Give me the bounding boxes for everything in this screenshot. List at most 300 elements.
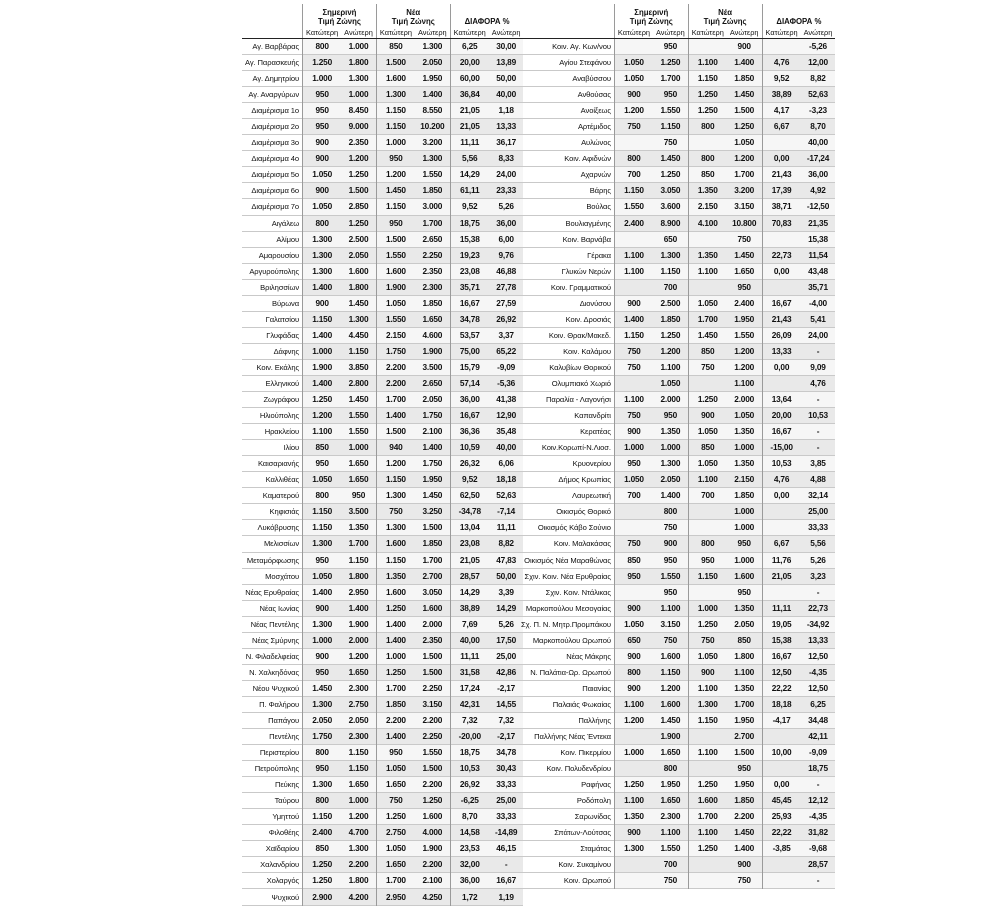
current-upper-cell: 950: [653, 39, 688, 55]
area-name-cell: Σχιν. Κοιν. Ντάλικας: [545, 587, 611, 597]
new-lower-cell: 1.200: [376, 167, 415, 183]
current-upper-cell: 1.100: [653, 600, 688, 616]
new-lower-cell: 950: [376, 745, 415, 761]
area-name-cell: Ελληνικού: [265, 379, 300, 388]
new-lower-cell: 1.250: [688, 392, 727, 408]
diff-lower-cell: 42,31: [450, 696, 489, 712]
current-upper-cell: 1.650: [653, 793, 688, 809]
diff-lower-cell: 14,29: [450, 167, 489, 183]
diff-upper-cell: 18,75: [801, 761, 836, 777]
subheader-upper: Ανώτερη: [415, 27, 450, 39]
diff-lower-cell: 31,58: [450, 664, 489, 680]
area-name-cell: Κοιν. Αφιδνών: [564, 154, 611, 164]
diff-lower-cell: 5,56: [450, 151, 489, 167]
diff-upper-cell: -7,14: [489, 504, 524, 520]
diff-upper-cell: 18,18: [489, 472, 524, 488]
table-row: [242, 375, 523, 391]
current-upper-cell: 2.200: [341, 857, 376, 873]
price-table-right: [518, 4, 835, 889]
diff-upper-cell: 35,71: [801, 279, 836, 295]
new-upper-cell: 1.650: [727, 263, 762, 279]
current-lower-cell: [614, 873, 653, 889]
new-upper-cell: 1.850: [415, 295, 450, 311]
diff-upper-cell: 11,54: [801, 247, 836, 263]
new-upper-cell: 1.000: [727, 520, 762, 536]
diff-upper-cell: 31,82: [801, 825, 836, 841]
current-lower-cell: 1.100: [614, 696, 653, 712]
new-upper-cell: 1.200: [727, 343, 762, 359]
current-upper-cell: 1.250: [653, 167, 688, 183]
new-lower-cell: 1.150: [376, 552, 415, 568]
new-upper-cell: 1.050: [727, 135, 762, 151]
table-row: [518, 696, 835, 712]
new-lower-cell: 850: [376, 39, 415, 55]
current-upper-cell: 1.550: [653, 568, 688, 584]
new-upper-cell: 1.850: [727, 71, 762, 87]
new-lower-cell: 1.100: [688, 680, 727, 696]
current-upper-cell: 1.650: [341, 777, 376, 793]
current-upper-cell: 1.200: [341, 648, 376, 664]
new-upper-cell: 4.000: [415, 825, 450, 841]
current-upper-cell: 1.400: [653, 488, 688, 504]
table-row: [518, 103, 835, 119]
diff-upper-cell: 8,70: [801, 119, 836, 135]
diff-lower-cell: 11,11: [762, 600, 801, 616]
table-row: [242, 408, 523, 424]
diff-lower-cell: 35,71: [450, 279, 489, 295]
current-upper-cell: 1.300: [653, 456, 688, 472]
table-body-left: [242, 39, 523, 906]
current-lower-cell: 1.050: [303, 472, 342, 488]
new-upper-cell: 1.700: [415, 552, 450, 568]
diff-upper-cell: -: [801, 392, 836, 408]
area-name-cell: Ιλίου: [283, 443, 300, 453]
new-lower-cell: 1.050: [688, 295, 727, 311]
area-name-cell: Αγ. Δημητρίου: [252, 74, 300, 84]
current-upper-cell: 1.000: [341, 87, 376, 103]
new-lower-cell: 2.200: [376, 712, 415, 728]
diff-lower-cell: 12,50: [762, 664, 801, 680]
table-row: [518, 359, 835, 375]
new-lower-cell: 1.250: [376, 664, 415, 680]
current-upper-cell: 1.900: [341, 616, 376, 632]
table-row: [518, 279, 835, 295]
diff-upper-cell: 4,92: [801, 183, 836, 199]
diff-upper-cell: 3,37: [489, 327, 524, 343]
table-row: [242, 231, 523, 247]
current-lower-cell: 1.050: [303, 199, 342, 215]
current-upper-cell: 950: [653, 552, 688, 568]
area-name-cell: Χαϊδαρίου: [265, 844, 300, 854]
subheader-upper: Ανώτερη: [653, 27, 688, 39]
new-lower-cell: 1.200: [376, 456, 415, 472]
diff-upper-cell: 1,18: [489, 103, 524, 119]
new-lower-cell: 1.150: [688, 71, 727, 87]
current-upper-cell: 1.700: [341, 536, 376, 552]
new-upper-cell: 2.200: [415, 777, 450, 793]
diff-lower-cell: 6,67: [762, 536, 801, 552]
diff-upper-cell: 8,82: [801, 71, 836, 87]
new-upper-cell: 3.050: [415, 584, 450, 600]
new-lower-cell: 800: [688, 119, 727, 135]
new-lower-cell: 1.150: [376, 199, 415, 215]
subheader-upper: Ανώτερη: [489, 27, 524, 39]
diff-lower-cell: 19,05: [762, 616, 801, 632]
area-name-cell: Μοσχάτου: [265, 571, 300, 581]
new-lower-cell: [688, 39, 727, 55]
diff-lower-cell: [762, 231, 801, 247]
current-lower-cell: 950: [614, 456, 653, 472]
diff-lower-cell: 4,17: [762, 103, 801, 119]
diff-lower-cell: 13,33: [762, 343, 801, 359]
diff-upper-cell: 50,00: [489, 71, 524, 87]
area-name-cell: Κηφισιάς: [269, 507, 300, 517]
area-name-cell: Ν. Παλάτια-Ωρ. Ωρωπού: [530, 667, 611, 677]
new-upper-cell: 1.650: [415, 311, 450, 327]
area-name-cell: Πετρούπολης: [254, 764, 300, 774]
area-name-cell: Νέου Ψυχικού: [252, 683, 300, 693]
area-name-cell: Γαλατσίου: [265, 314, 300, 324]
new-lower-cell: 1.250: [688, 777, 727, 793]
new-upper-cell: 1.450: [727, 247, 762, 263]
area-name-cell: Νέας Σμύρνης: [251, 635, 300, 645]
current-lower-cell: [614, 39, 653, 55]
diff-upper-cell: -: [801, 440, 836, 456]
table-row: [518, 183, 835, 199]
new-lower-cell: 2.750: [376, 825, 415, 841]
table-row: [242, 664, 523, 680]
diff-upper-cell: -9,68: [801, 841, 836, 857]
area-name-cell: Κοιν. Ωρωπού: [563, 876, 611, 886]
new-upper-cell: 3.200: [727, 183, 762, 199]
table-row: [518, 729, 835, 745]
new-lower-cell: 1.600: [376, 536, 415, 552]
table-row: [518, 440, 835, 456]
new-lower-cell: 1.700: [376, 680, 415, 696]
area-name-cell: Βάρης: [589, 186, 611, 196]
diff-lower-cell: 9,52: [450, 472, 489, 488]
new-upper-cell: 2.100: [415, 424, 450, 440]
new-upper-cell: 3.500: [415, 359, 450, 375]
area-name-cell: Μαρκοπούλου Ωρωπού: [532, 635, 611, 645]
diff-lower-cell: 15,38: [762, 632, 801, 648]
new-upper-cell: 1.350: [727, 424, 762, 440]
new-lower-cell: 700: [688, 488, 727, 504]
current-lower-cell: [614, 857, 653, 873]
area-name-cell: Κοιν. Συκαμίνου: [558, 860, 611, 870]
new-lower-cell: 1.350: [376, 568, 415, 584]
diff-upper-cell: 40,00: [489, 87, 524, 103]
diff-lower-cell: 4,76: [762, 472, 801, 488]
new-lower-cell: 1.100: [688, 825, 727, 841]
new-lower-cell: 2.200: [376, 359, 415, 375]
subheader-lower: Κατώτερη: [614, 27, 653, 39]
diff-upper-cell: 36,00: [801, 167, 836, 183]
table-row: [518, 793, 835, 809]
current-upper-cell: 1.000: [341, 39, 376, 55]
current-lower-cell: 800: [303, 745, 342, 761]
new-upper-cell: 3.250: [415, 504, 450, 520]
current-upper-cell: 1.600: [341, 263, 376, 279]
diff-upper-cell: 10,53: [801, 408, 836, 424]
diff-lower-cell: 21,05: [450, 552, 489, 568]
new-lower-cell: 850: [688, 167, 727, 183]
area-name-cell: Σχιν. Κοιν. Νέα Ερυθραίας: [524, 571, 611, 581]
subheader-upper: Ανώτερη: [801, 27, 836, 39]
new-upper-cell: 1.050: [727, 408, 762, 424]
current-lower-cell: 1.050: [303, 167, 342, 183]
new-lower-cell: [688, 873, 727, 889]
diff-lower-cell: 23,53: [450, 841, 489, 857]
new-upper-cell: 1.200: [727, 359, 762, 375]
diff-upper-cell: -2,17: [489, 729, 524, 745]
new-lower-cell: 1.350: [688, 247, 727, 263]
current-upper-cell: 1.700: [653, 71, 688, 87]
table-row: [242, 680, 523, 696]
new-lower-cell: [688, 135, 727, 151]
area-name-cell: Αλίμου: [276, 234, 300, 244]
diff-lower-cell: 70,83: [762, 215, 801, 231]
new-lower-cell: 1.400: [376, 408, 415, 424]
current-upper-cell: 1.500: [341, 183, 376, 199]
new-upper-cell: 1.400: [415, 440, 450, 456]
diff-upper-cell: 17,50: [489, 632, 524, 648]
new-upper-cell: 3.150: [727, 199, 762, 215]
diff-lower-cell: 15,79: [450, 359, 489, 375]
table-row: [242, 809, 523, 825]
new-upper-cell: 1.600: [415, 600, 450, 616]
table-row: [242, 263, 523, 279]
new-lower-cell: [688, 761, 727, 777]
current-upper-cell: 1.550: [653, 103, 688, 119]
current-upper-cell: 700: [653, 279, 688, 295]
diff-upper-cell: 42,11: [801, 729, 836, 745]
table-row: [518, 392, 835, 408]
new-upper-cell: 3.150: [415, 696, 450, 712]
diff-upper-cell: 26,92: [489, 311, 524, 327]
diff-lower-cell: 28,57: [450, 568, 489, 584]
area-name-cell: Διαμέρισμα 4ο: [251, 154, 300, 164]
new-lower-cell: [688, 279, 727, 295]
diff-lower-cell: 16,67: [762, 424, 801, 440]
new-upper-cell: 2.400: [727, 295, 762, 311]
table-row: [242, 552, 523, 568]
diff-upper-cell: 11,11: [489, 520, 524, 536]
current-upper-cell: 1.650: [653, 745, 688, 761]
area-name-cell: Ηλιούπολης: [259, 411, 300, 421]
table-row: [518, 488, 835, 504]
diff-upper-cell: 16,67: [489, 873, 524, 889]
diff-lower-cell: 0,00: [762, 263, 801, 279]
area-name-cell: Βούλας: [586, 202, 611, 212]
diff-upper-cell: 36,17: [489, 135, 524, 151]
diff-upper-cell: -4,00: [801, 295, 836, 311]
diff-upper-cell: 43,48: [801, 263, 836, 279]
table-row: [242, 873, 523, 889]
current-lower-cell: [614, 279, 653, 295]
table-row: [518, 825, 835, 841]
new-lower-cell: 1.100: [688, 263, 727, 279]
area-name-cell: Ηρακλείου: [264, 427, 300, 437]
header-difference-pct: ΔΙΑΦΟΡΑ %: [762, 4, 835, 27]
diff-upper-cell: -2,17: [489, 680, 524, 696]
new-upper-cell: 2.700: [415, 568, 450, 584]
current-lower-cell: 800: [303, 215, 342, 231]
diff-lower-cell: 26,32: [450, 456, 489, 472]
diff-lower-cell: 21,05: [450, 119, 489, 135]
new-upper-cell: 1.550: [415, 745, 450, 761]
current-lower-cell: 1.200: [614, 712, 653, 728]
diff-lower-cell: 1,72: [450, 889, 489, 905]
new-upper-cell: 1.950: [415, 472, 450, 488]
current-lower-cell: 950: [303, 664, 342, 680]
new-lower-cell: 1.450: [688, 327, 727, 343]
diff-lower-cell: 21,43: [762, 167, 801, 183]
table-row: [242, 183, 523, 199]
area-name-cell: Μεταμόρφωσης: [246, 555, 300, 565]
diff-upper-cell: 27,78: [489, 279, 524, 295]
table-row: [518, 231, 835, 247]
diff-lower-cell: 0,00: [762, 359, 801, 375]
new-lower-cell: 1.700: [688, 809, 727, 825]
new-lower-cell: 1.000: [376, 648, 415, 664]
table-row: [518, 536, 835, 552]
table-row: [518, 263, 835, 279]
diff-lower-cell: 16,67: [450, 408, 489, 424]
subheader-lower: Κατώτερη: [303, 27, 342, 39]
current-upper-cell: 750: [653, 632, 688, 648]
diff-upper-cell: 34,48: [801, 712, 836, 728]
diff-lower-cell: 14,29: [450, 584, 489, 600]
area-name-cell: Αγίου Στεφάνου: [559, 58, 611, 68]
diff-upper-cell: 47,83: [489, 552, 524, 568]
new-lower-cell: 950: [376, 151, 415, 167]
area-name-cell: Αυλώνος: [581, 138, 611, 148]
new-upper-cell: 850: [727, 632, 762, 648]
table-row: [518, 247, 835, 263]
diff-upper-cell: 30,43: [489, 761, 524, 777]
current-upper-cell: 1.150: [341, 343, 376, 359]
current-upper-cell: 1.150: [653, 119, 688, 135]
diff-upper-cell: 14,55: [489, 696, 524, 712]
new-lower-cell: 900: [688, 408, 727, 424]
diff-upper-cell: 34,78: [489, 745, 524, 761]
diff-upper-cell: 41,38: [489, 392, 524, 408]
current-upper-cell: 2.950: [341, 584, 376, 600]
table-row: [518, 71, 835, 87]
current-lower-cell: 1.150: [614, 183, 653, 199]
current-lower-cell: 1.050: [303, 568, 342, 584]
table-row: [242, 568, 523, 584]
area-name-cell: Κοιν. Καλάμου: [563, 346, 611, 356]
table-row: [242, 167, 523, 183]
table-row: [242, 327, 523, 343]
current-lower-cell: 900: [303, 295, 342, 311]
diff-upper-cell: 1,19: [489, 889, 524, 905]
area-name-cell: Παραλία - Λαγονήσι: [546, 395, 611, 405]
current-upper-cell: 2.800: [341, 375, 376, 391]
new-lower-cell: [688, 729, 727, 745]
table-row: [242, 584, 523, 600]
current-upper-cell: 1.800: [341, 568, 376, 584]
current-lower-cell: [614, 135, 653, 151]
current-upper-cell: 1.600: [653, 648, 688, 664]
current-lower-cell: 1.000: [614, 745, 653, 761]
diff-upper-cell: 5,26: [801, 552, 836, 568]
new-upper-cell: 750: [727, 873, 762, 889]
new-lower-cell: 2.150: [376, 327, 415, 343]
new-upper-cell: 1.600: [727, 568, 762, 584]
current-lower-cell: 1.000: [303, 343, 342, 359]
new-upper-cell: 1.750: [415, 456, 450, 472]
area-name-cell: Κοιν. Εκάλης: [256, 362, 300, 372]
new-upper-cell: 1.350: [727, 680, 762, 696]
diff-upper-cell: 35,48: [489, 424, 524, 440]
diff-upper-cell: 46,15: [489, 841, 524, 857]
diff-upper-cell: -3,23: [801, 103, 836, 119]
new-upper-cell: 900: [727, 39, 762, 55]
diff-upper-cell: 25,00: [801, 504, 836, 520]
new-upper-cell: 1.500: [415, 520, 450, 536]
current-upper-cell: 650: [653, 231, 688, 247]
area-name-cell: Διονύσου: [579, 298, 611, 308]
diff-lower-cell: 45,45: [762, 793, 801, 809]
new-upper-cell: 1.500: [415, 761, 450, 777]
new-upper-cell: 1.850: [727, 488, 762, 504]
area-name-cell: Καισαριανής: [257, 459, 300, 469]
current-upper-cell: 1.100: [653, 825, 688, 841]
diff-lower-cell: 23,08: [450, 263, 489, 279]
diff-lower-cell: -6,25: [450, 793, 489, 809]
diff-lower-cell: 38,89: [762, 87, 801, 103]
diff-lower-cell: 36,36: [450, 424, 489, 440]
new-lower-cell: 1.150: [376, 119, 415, 135]
current-lower-cell: 800: [303, 39, 342, 55]
header-current-zone-price: Σημερινή Τιμή Ζώνης: [303, 4, 377, 27]
current-upper-cell: 900: [653, 536, 688, 552]
current-lower-cell: 2.050: [303, 712, 342, 728]
current-upper-cell: 1.150: [653, 664, 688, 680]
table-row: [242, 392, 523, 408]
current-lower-cell: 1.300: [303, 263, 342, 279]
current-lower-cell: 950: [303, 119, 342, 135]
current-upper-cell: 3.150: [653, 616, 688, 632]
area-name-cell: Διαμέρισμα 2ο: [251, 122, 300, 132]
diff-upper-cell: 4,76: [801, 375, 836, 391]
current-upper-cell: 950: [653, 87, 688, 103]
diff-upper-cell: 8,82: [489, 536, 524, 552]
diff-upper-cell: 36,00: [489, 215, 524, 231]
diff-upper-cell: 50,00: [489, 568, 524, 584]
new-upper-cell: 2.050: [415, 55, 450, 71]
new-upper-cell: 2.250: [415, 680, 450, 696]
new-lower-cell: 1.150: [376, 103, 415, 119]
new-upper-cell: 1.450: [415, 488, 450, 504]
table-row: [518, 295, 835, 311]
new-upper-cell: 2.200: [415, 712, 450, 728]
current-upper-cell: 800: [653, 504, 688, 520]
subheader-lower: Κατώτερη: [376, 27, 415, 39]
table-row: [242, 889, 523, 905]
current-upper-cell: 1.150: [341, 745, 376, 761]
new-upper-cell: 950: [727, 584, 762, 600]
current-lower-cell: 1.150: [303, 809, 342, 825]
diff-lower-cell: 9,52: [450, 199, 489, 215]
diff-upper-cell: -: [801, 873, 836, 889]
diff-upper-cell: 25,00: [489, 648, 524, 664]
current-lower-cell: 1.750: [303, 729, 342, 745]
table-row: [242, 424, 523, 440]
